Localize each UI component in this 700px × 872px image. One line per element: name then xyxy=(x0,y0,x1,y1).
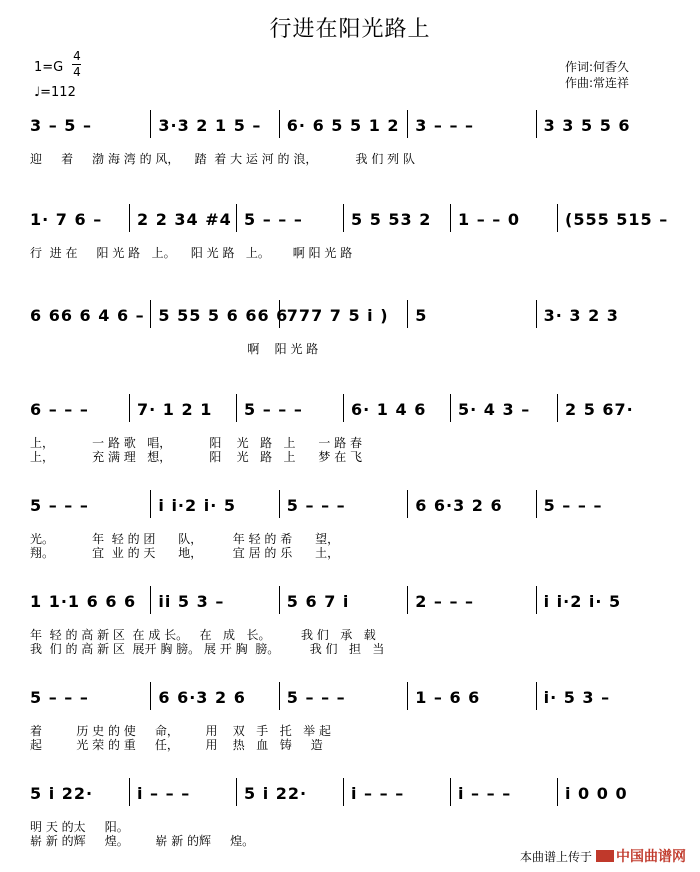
bar-line xyxy=(129,394,130,422)
footer-site: 中国曲谱网 xyxy=(616,849,686,865)
measure-notes: 6· 1 4 6 xyxy=(351,400,427,419)
measure-notes: 5 – – – xyxy=(30,688,89,707)
measure-notes: 3 – 5 – xyxy=(30,116,92,135)
measure-notes: 1 1·1 6 6 6 xyxy=(30,592,137,611)
bar-line xyxy=(536,110,537,138)
site-logo-icon xyxy=(596,850,614,862)
bar-line xyxy=(407,682,408,710)
bar-line xyxy=(536,490,537,518)
measure-notes: 5 i 22· xyxy=(30,784,94,803)
footer-credit xyxy=(520,846,686,866)
lyric-line: 迎 着 渤 海 湾 的 风， 踏 着 大 运 河 的 浪， 我 们 列 队 xyxy=(30,152,415,166)
meter-top: 4 xyxy=(73,49,81,63)
lyric-line: 年 轻 的 高 新 区 在 成 长。 在 成 长。 我 们 承 载 xyxy=(30,628,376,642)
measure-notes: 5 5 53 2 xyxy=(351,210,432,229)
measure-notes: 5 xyxy=(415,306,428,325)
measure-notes: 5 – – – xyxy=(30,496,89,515)
bar-line xyxy=(236,778,237,806)
measure-notes: 6 66 6 4 6 – xyxy=(30,306,145,325)
bar-line xyxy=(279,586,280,614)
bar-line xyxy=(129,778,130,806)
lyric-line: 上， 充 满 理 想， 阳 光 路 上 梦 在 飞 xyxy=(30,450,363,464)
bar-line xyxy=(407,586,408,614)
measure-notes: 2 2 34 #4 xyxy=(137,210,232,229)
bar-line xyxy=(150,110,151,138)
measure-notes: 5 – – – xyxy=(286,688,346,707)
measure-notes: 1 – 6 6 xyxy=(415,688,481,707)
measure-notes: 5· 4 3 – xyxy=(458,400,531,419)
key-signature: 1=G xyxy=(34,60,64,75)
measure-notes: i – – – xyxy=(351,784,405,803)
measure-notes: 5 6 7 i xyxy=(286,592,350,611)
bar-line xyxy=(557,778,558,806)
measure-notes: 6 6·3 2 6 xyxy=(158,688,246,707)
lyric-line: 明 天 的太 阳。 xyxy=(30,820,129,834)
lyric-line: 上， 一 路 歌 唱， 阳 光 路 上 一 路 春 xyxy=(30,436,363,450)
meter-bottom: 4 xyxy=(73,65,81,79)
measure-notes: ii 5 3 – xyxy=(158,592,225,611)
bar-line xyxy=(236,204,237,232)
measure-notes: 3 3 5 5 6 xyxy=(543,116,631,135)
measure-notes: 1· 7 6 – xyxy=(30,210,103,229)
footer-text: 本曲谱上传于 xyxy=(519,850,592,864)
lyricist-credit: 作词:何香久 xyxy=(565,60,630,74)
composer-credit: 作曲:常连祥 xyxy=(565,76,630,90)
staff-row xyxy=(28,496,670,520)
measure-notes: 7· 1 2 1 xyxy=(137,400,213,419)
lyric-line: 崭 新 的辉 煌。 崭 新 的辉 煌。 xyxy=(30,834,255,848)
lyric-line: 我 们 的 高 新 区 展开 胸 膀。 展 开 胸 膀。 我 们 担 当 xyxy=(30,642,385,656)
measure-notes: i 0 0 0 xyxy=(565,784,628,803)
bar-line xyxy=(343,778,344,806)
measure-notes: 5 55 5 6 66 6 xyxy=(158,306,289,325)
measure-notes: 2 5 67· xyxy=(565,400,634,419)
bar-line xyxy=(343,204,344,232)
lyric-line: 光。 年 轻 的 团 队， 年 轻 的 希 望， xyxy=(30,532,340,546)
measure-notes: i· 5 3 – xyxy=(543,688,611,707)
bar-line xyxy=(150,586,151,614)
staff-row xyxy=(28,688,670,712)
measure-notes: 5 – – – xyxy=(244,210,303,229)
staff-row xyxy=(28,210,670,234)
measure-notes: i – – – xyxy=(137,784,191,803)
bar-line xyxy=(279,682,280,710)
measure-notes: 3 – – – xyxy=(415,116,475,135)
staff-row xyxy=(28,400,670,424)
lyric-line: 啊 阳 光 路 xyxy=(30,342,319,356)
staff-row xyxy=(28,784,670,808)
bar-line xyxy=(536,586,537,614)
bar-line xyxy=(536,682,537,710)
bar-line xyxy=(450,778,451,806)
bar-line xyxy=(407,490,408,518)
measure-notes: 6 – – – xyxy=(30,400,89,419)
lyric-line: 翔。 宜 业 的 天 地， 宜 居 的 乐 土， xyxy=(30,546,340,560)
measure-notes: 5 i 22· xyxy=(244,784,308,803)
lyric-line: 起 光 荣 的 重 任， 用 热 血 铸 造 xyxy=(30,738,323,752)
staff-row xyxy=(28,306,670,330)
bar-line xyxy=(557,204,558,232)
measure-notes: (555 515 – xyxy=(565,210,669,229)
measure-notes: i i·2 i· 5 xyxy=(158,496,236,515)
measure-notes: i i·2 i· 5 xyxy=(543,592,622,611)
bar-line xyxy=(150,682,151,710)
measure-notes: 5 – – – xyxy=(244,400,303,419)
measure-notes: 5 – – – xyxy=(543,496,603,515)
bar-line xyxy=(450,204,451,232)
bar-line xyxy=(150,490,151,518)
tempo-marking: ♩=112 xyxy=(34,85,76,100)
lyric-line: 行 进 在 阳 光 路 上。 阳 光 路 上。 啊 阳 光 路 xyxy=(30,246,353,260)
bar-line xyxy=(129,204,130,232)
bar-line xyxy=(407,110,408,138)
bar-line xyxy=(343,394,344,422)
bar-line xyxy=(279,490,280,518)
bar-line xyxy=(407,300,408,328)
staff-row xyxy=(28,592,670,616)
measure-notes: 777 7 5 i ) xyxy=(286,306,389,325)
measure-notes: 3·3 2 1 5 – xyxy=(158,116,262,135)
measure-notes: 6· 6 5 5 1 2 xyxy=(286,116,400,135)
bar-line xyxy=(450,394,451,422)
measure-notes: 3· 3 2 3 xyxy=(543,306,619,325)
measure-notes: 6 6·3 2 6 xyxy=(415,496,503,515)
lyric-line: 着 历 史 的 使 命， 用 双 手 托 举 起 xyxy=(30,724,331,738)
bar-line xyxy=(557,394,558,422)
bar-line xyxy=(536,300,537,328)
measure-notes: 1 – – 0 xyxy=(458,210,520,229)
staff-row xyxy=(28,116,670,140)
time-signature xyxy=(72,50,82,79)
bar-line xyxy=(279,110,280,138)
bar-line xyxy=(150,300,151,328)
song-title: 行进在阳光路上 xyxy=(269,17,431,42)
measure-notes: 2 – – – xyxy=(415,592,475,611)
bar-line xyxy=(279,300,280,328)
bar-line xyxy=(236,394,237,422)
measure-notes: 5 – – – xyxy=(286,496,346,515)
measure-notes: i – – – xyxy=(458,784,512,803)
